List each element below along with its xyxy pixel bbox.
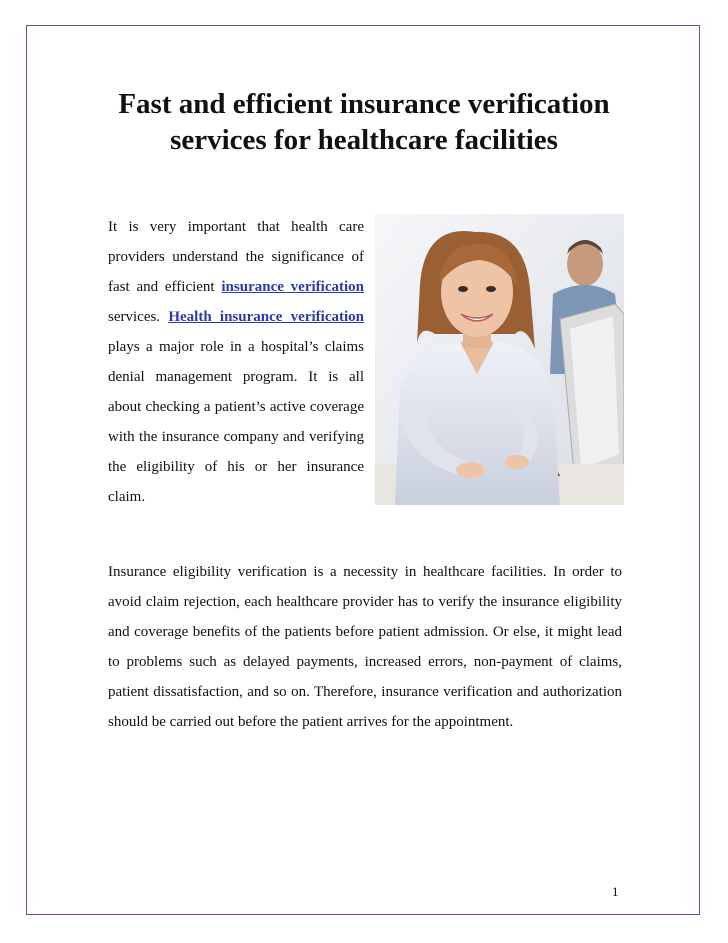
- office-worker-photo: [375, 214, 624, 505]
- intro-text-2: services.: [108, 309, 169, 325]
- intro-text-1: It is very important that health care providers understand the significance of fast and efficient: [108, 219, 364, 295]
- intro-text-3: plays a major role in a hospital’s claims denial management program. It is all about checking a patient’s active coverage with the insurance company and verifying the eligibility of his or her insurance claim.: [108, 339, 364, 505]
- page-title: Fast and efficient insurance verification services for healthcare facilities: [118, 88, 610, 156]
- intro-paragraph: [108, 212, 364, 512]
- health-insurance-verification-link[interactable]: Health insurance verification: [168, 309, 364, 325]
- page-number: 1: [612, 884, 619, 899]
- insurance-verification-link[interactable]: insurance verification: [221, 279, 364, 295]
- body-paragraph: Insurance eligibility verification is a necessity in healthcare facilities. In order to avoid claim rejection, each healthcare provider has to verify the insurance eligibility and coverage benefits of the patients before patient admission. Or else, it might lead to problems such as delayed payments, increased errors, non-payment of claims, patient dissatisfaction, and so on. Therefore, insurance verification and authorization should be carried out before the patient arrives for the appointment.: [108, 564, 622, 730]
